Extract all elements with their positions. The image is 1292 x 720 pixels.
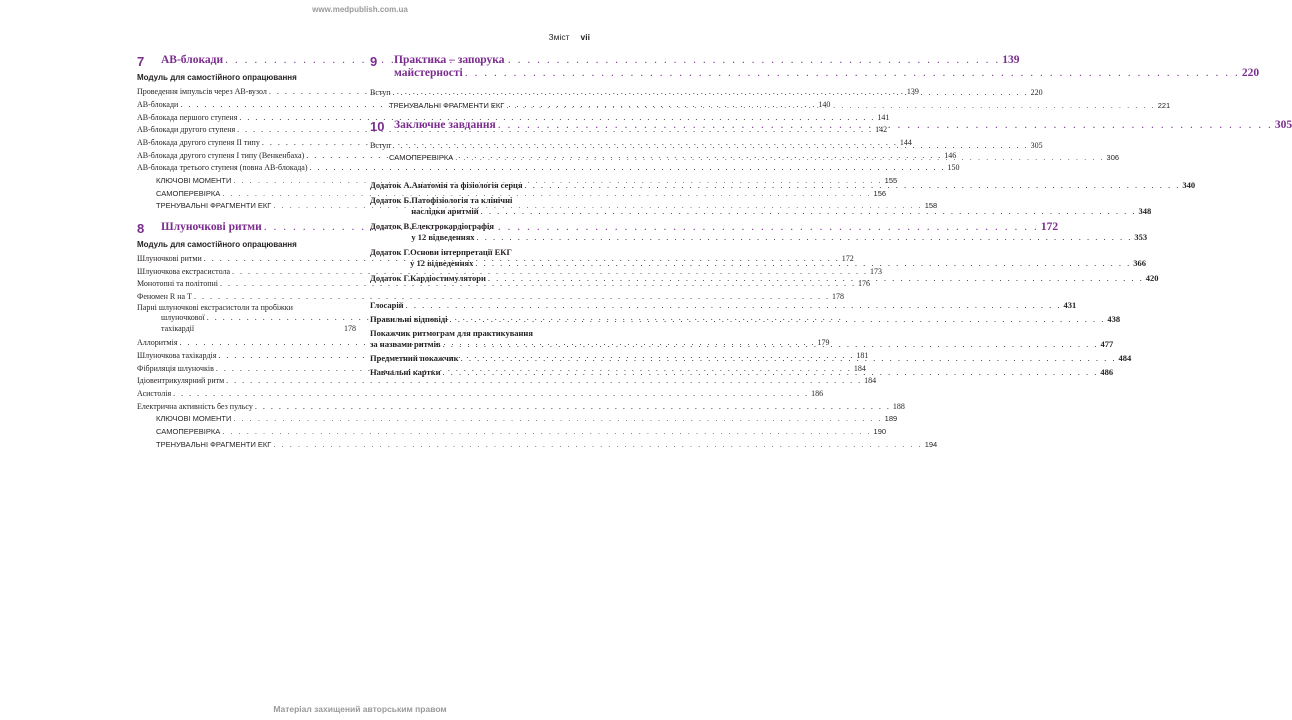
back-matter-entry[interactable]: Глосарій . . . 431 (370, 300, 589, 311)
chapter-page: 172 (1040, 220, 1059, 233)
chapter-title: Шлуночкові ритми (161, 220, 262, 233)
appendix-label: Додаток В. (370, 220, 412, 231)
toc-entry[interactable]: АВ-блокади . . . 140 (137, 98, 356, 111)
back-matter-entry[interactable]: Покажчик ритмограм для практикування за назвами ритмів . . . 477 (370, 328, 589, 350)
toc-entry[interactable]: Асистолія . . . 186 (137, 387, 356, 400)
chapter-number: 9 (370, 54, 378, 69)
toc-entry[interactable]: САМОПЕРЕВІРКА . . . 306 (370, 151, 589, 164)
toc-entry[interactable]: ТРЕНУВАЛЬНІ ФРАГМЕНТИ ЕКГ . . . 158 (137, 199, 356, 212)
toc-entry[interactable]: Аллоритмія . . . 179 (137, 336, 356, 349)
toc-entry[interactable]: АВ-блокада другого ступеня I типу (Венкенбаха) . . . 146 (137, 148, 356, 161)
chapter-page: 305 (1274, 119, 1292, 132)
header-label: Зміст (548, 32, 570, 42)
chapter-title: АВ-блокади (161, 54, 224, 66)
module-heading: Модуль для самостійного опрацювання (137, 73, 297, 82)
toc-entry[interactable]: АВ-блокада першого ступеня . . . 141 (137, 110, 356, 123)
toc-entry[interactable]: Електрична активність без пульсу . . . 188 (137, 400, 356, 413)
toc-entry[interactable]: Шлуночкові ритми . . . 172 (137, 252, 356, 265)
back-matter-entry[interactable]: Навчальні картки . . . 486 (370, 367, 589, 378)
copyright-footer: Матеріал захищений авторським правом (273, 704, 447, 714)
toc-entry[interactable]: КЛЮЧОВІ МОМЕНТИ . . . 189 (137, 412, 356, 425)
toc-entry[interactable]: Ідіовентрикулярний ритм . . . 184 (137, 374, 356, 387)
chapter-number: 8 (137, 220, 145, 236)
page-header (520, 32, 590, 42)
back-matter-entry[interactable]: Предметний покажчик . . . 484 (370, 353, 589, 364)
toc-entry[interactable]: Фібриляція шлуночків . . . 184 (137, 362, 356, 375)
toc-entry[interactable]: АВ-блокада третього ступеня (повна АВ-блокада) . . . 150 (137, 161, 356, 174)
appendix-entry[interactable]: Додаток Г. Основи інтерпретації ЕКГ у 12 відведеннях . . . 366 (370, 247, 589, 269)
toc-entry[interactable]: Вступ . . . 220 (370, 86, 589, 99)
back-matter-entry[interactable]: Правильні відповіді . . . 438 (370, 314, 589, 325)
module-heading: Модуль для самостійного опрацювання (137, 239, 297, 249)
appendix-label: Додаток А. (370, 179, 412, 190)
chapter-number: 10 (370, 119, 385, 135)
toc-entry[interactable]: Шлуночкова тахікардія . . . 181 (137, 349, 356, 362)
appendix-entry[interactable]: Додаток Б. Патофізіологія та клінічні наслідки аритмій . . . 348 (370, 195, 589, 217)
chapter-title: Заключне завдання (394, 119, 496, 132)
toc-entry[interactable]: Проведення імпульсів через АВ-вузол . . . 139 (137, 85, 356, 98)
toc-entry[interactable]: Феномен R на T . . . 178 (137, 290, 356, 303)
appendix-label: Додаток Г. (370, 246, 411, 257)
appendix-entry[interactable]: Додаток А. Анатомія та фізіологія серця . . . 340 (370, 180, 589, 191)
toc-entry[interactable]: ТРЕНУВАЛЬНІ ФРАГМЕНТИ ЕКГ . . . 194 (137, 438, 356, 451)
chapter-number: 7 (137, 54, 145, 69)
toc-entry[interactable]: АВ-блокади другого ступеня . . . 142 (137, 123, 356, 136)
toc-entry[interactable]: АВ-блокада другого ступеня II типу . . . 144 (137, 136, 356, 149)
toc-entry[interactable]: САМОПЕРЕВІРКА . . . 190 (137, 425, 356, 438)
toc-entry[interactable]: КЛЮЧОВІ МОМЕНТИ . . . 155 (137, 174, 356, 187)
header-page-number: vii (580, 32, 590, 42)
appendix-label: Додаток Г. (370, 272, 411, 283)
appendix-entry[interactable]: Додаток В. Електрокардіографія у 12 відведеннях . . . 353 (370, 221, 589, 243)
toc-entry[interactable]: ТРЕНУВАЛЬНІ ФРАГМЕНТИ ЕКГ . . . 221 (370, 99, 589, 112)
appendix-label: Додаток Б. (370, 194, 412, 205)
toc-entry[interactable]: Монотопні та політопні . . . 176 (137, 277, 356, 290)
toc-entry[interactable]: САМОПЕРЕВІРКА . . . 156 (137, 187, 356, 200)
toc-entry[interactable]: Парні шлуночкові екстрасистоли та пробіжки шлуночкової тахікардії . . . 178 (137, 303, 356, 335)
chapter-page: 139 (1002, 54, 1020, 66)
chapter-page: 220 (1241, 67, 1260, 79)
toc-entry[interactable]: Шлуночкова екстрасистола . . . 173 (137, 265, 356, 278)
chapter-title-line-1: Практика – запорука (394, 54, 505, 66)
appendix-entry[interactable]: Додаток Г. Кардіостимулятори . . . 420 (370, 273, 589, 284)
toc-entry[interactable]: Вступ . . . 305 (370, 138, 589, 151)
chapter-title-line-2: майстерності (394, 67, 463, 79)
site-url[interactable]: www.medpublish.com.ua (312, 5, 408, 14)
